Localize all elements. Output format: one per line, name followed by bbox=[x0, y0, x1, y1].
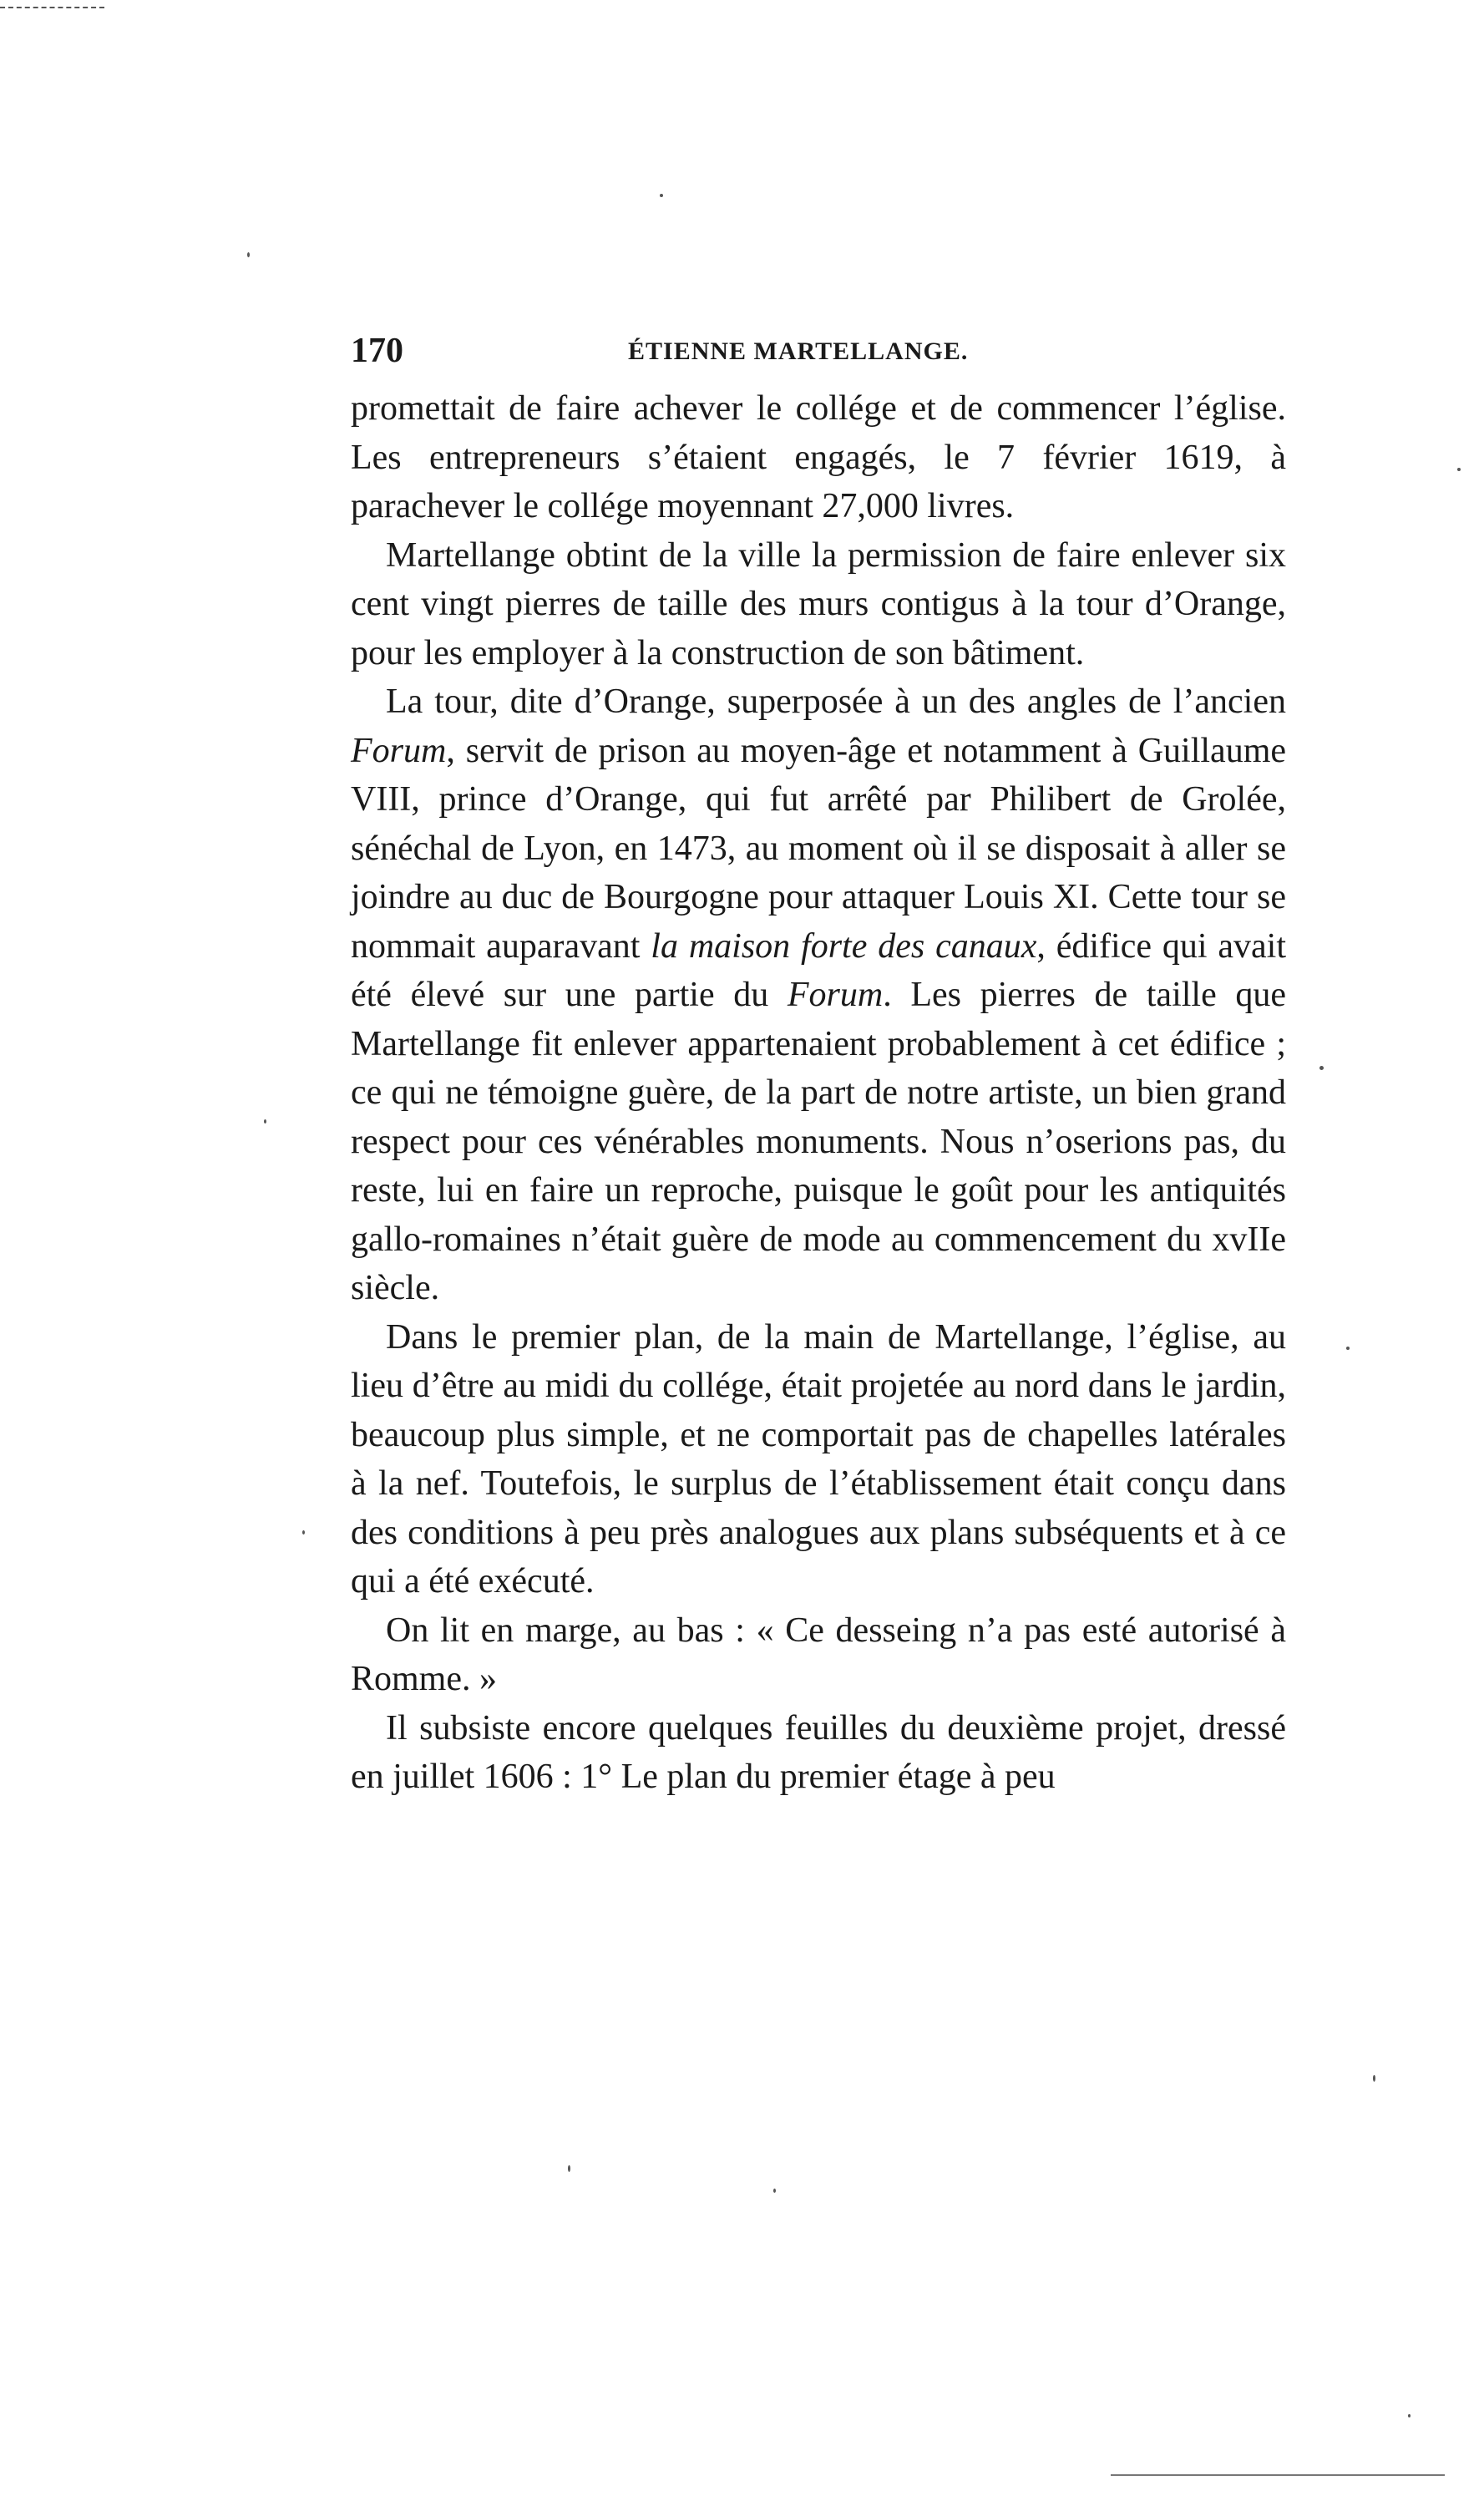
scan-speck bbox=[1408, 2414, 1411, 2417]
scan-speck bbox=[1319, 1066, 1324, 1070]
scan-speck bbox=[1346, 1347, 1350, 1350]
page-number: 170 bbox=[351, 332, 403, 370]
paragraph-6: Il subsiste encore quelques feuilles du deuxième projet, dressé en juillet 1606 : 1° Le plan du premier étage à peu bbox=[351, 1708, 1286, 1796]
scan-speck bbox=[1457, 468, 1461, 471]
page-header bbox=[351, 331, 1286, 381]
paragraph-5: On lit en marge, au bas : « Ce desseing n’a pas esté autorisé à Romme. » bbox=[351, 1611, 1286, 1698]
scan-speck bbox=[660, 194, 663, 197]
italic-forum-2: Forum bbox=[787, 976, 884, 1014]
body-text bbox=[351, 384, 1286, 1802]
scan-speck bbox=[773, 2189, 776, 2193]
paragraph-4: Dans le premier plan, de la main de Martellange, l’église, au lieu d’être au midi du collége, était projetée au nord dans le jardin, beaucoup plus simple, et ne comportait pas de chapelles latérales à la nef. Toutefois, le surplus de l’établissement était conçu dans des conditions à peu près analogues aux plans subséquents et à ce qui a été exécuté. bbox=[351, 1317, 1286, 1600]
paragraph-3-part-4: . Les pierres de taille que Martellange fit enlever appartenaient probablement à cet édifice ; ce qui ne témoigne guère, de la part de notre artiste, un bien grand respect pour ces vénérables monuments. Nous n’oserions pas, du reste, lui en faire un reproche, puisque le goût pour les antiquités gallo-romaines n’était guère de mode au commencement du xvIIe siècle. bbox=[351, 976, 1286, 1307]
scan-speck bbox=[1373, 2075, 1375, 2082]
paragraph-2: Martellange obtint de la ville la permission de faire enlever six cent vingt pierres de taille des murs contigus à la tour d’Orange, pour les employer à la construction de son bâtiment. bbox=[351, 535, 1286, 672]
italic-forum-1: Forum bbox=[351, 731, 447, 770]
paragraph-3 bbox=[351, 677, 1286, 1313]
running-title: ÉTIENNE MARTELLANGE. bbox=[628, 337, 969, 365]
paragraph-1: promettait de faire achever le collége et de commencer l’église. Les entrepreneurs s’étaient engagés, le 7 février 1619, à parachever le collége moyennant 27,000 livres. bbox=[351, 389, 1286, 525]
scan-speck bbox=[247, 252, 250, 257]
paragraph-3-part-3: , édifice qui avait été élevé sur une partie du bbox=[351, 926, 1286, 1014]
bottom-edge-mark bbox=[1111, 2474, 1445, 2476]
paragraph-3-part-2: , servit de prison au moyen-âge et notamment à Guillaume VIII, prince d’Orange, qui fut arrêté par Philibert de Grolée, sénéchal de Lyon, en 1473, au moment où il se disposait à aller se joindre au duc de Bourgogne pour attaquer Louis XI. Cette tour se nommait auparavant bbox=[351, 731, 1286, 966]
italic-maison-forte: la maison forte des canaux bbox=[651, 926, 1037, 966]
top-edge-mark bbox=[0, 7, 104, 8]
scan-speck bbox=[264, 1119, 266, 1124]
paragraph-3-part-1: La tour, dite d’Orange, superposée à un des angles de l’ancien bbox=[386, 682, 1286, 721]
scan-speck bbox=[302, 1530, 305, 1535]
scan-speck bbox=[568, 2165, 570, 2172]
